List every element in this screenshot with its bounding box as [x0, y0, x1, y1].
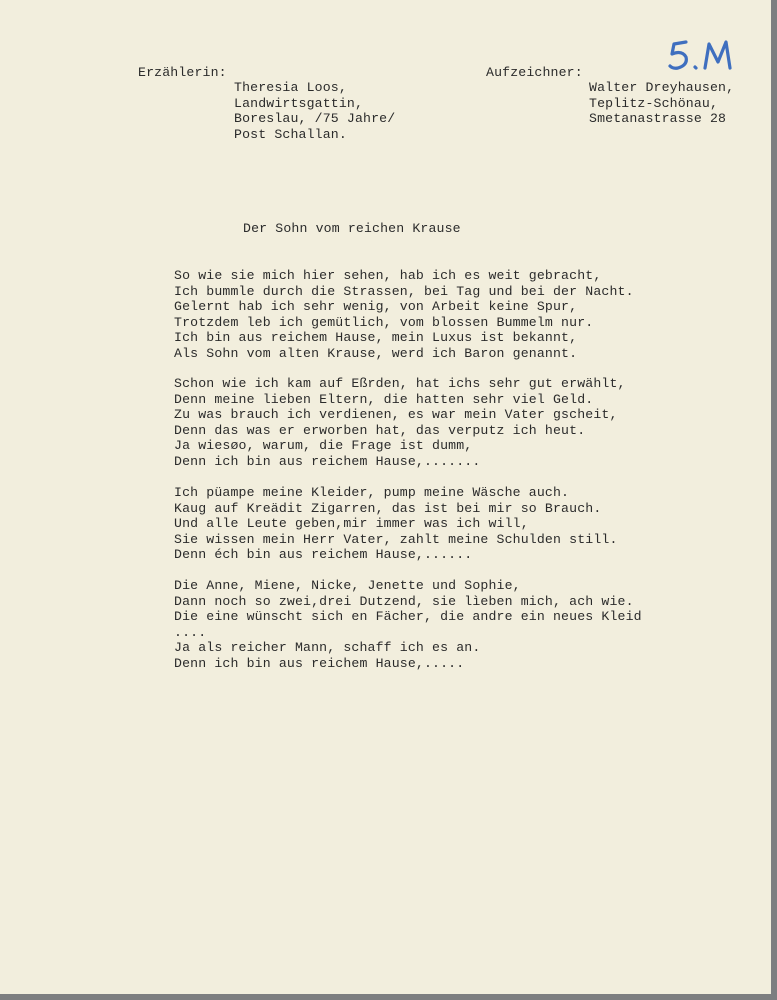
handwritten-note [668, 38, 748, 74]
verse-line: Denn ich bin aus reichem Hause,..... [174, 655, 465, 671]
verse-line: Dann noch so zwei,drei Dutzend, sie lìeben mich, ach wie. [174, 593, 634, 609]
verse-line: Ich püampe meine Kleider, pump meine Wäsche auch. [174, 485, 570, 500]
verse-line: Trotzdem leb ich gemütlich, vom blossen Bummelm nur. [174, 314, 594, 330]
recorder-name: Walter Dreyhausen, [589, 80, 735, 95]
narrator-name: Theresia Loos, [234, 80, 347, 95]
verse-line: Als Sohn vom alten Krause, werd ich Baron genannt. [174, 345, 578, 361]
verse-line: Ja als reicher Mann, schaff ich es an. [174, 640, 481, 656]
stanza-1 [174, 268, 634, 362]
stanza-3 [174, 485, 618, 563]
recorder-details [589, 80, 734, 127]
verse-line: Denn das was er erworben hat, das verputz ich heut. [174, 422, 586, 438]
song-title: Der Sohn vom reichen Krause [243, 221, 461, 236]
verse-line: Denn ich bin aus reichem Hause,....... [174, 453, 481, 469]
recorder-label: Aufzeichner: [486, 65, 583, 80]
verse-line: Ja wiesøo, warum, die Frage ist dumm, [174, 438, 473, 454]
recorder-city: Teplitz-Schönau, [589, 95, 719, 111]
verse-line: So wie sie mich hier sehen, hab ich es weit gebracht, [174, 268, 602, 283]
narrator-details [234, 80, 395, 142]
recorder-street: Smetanastrasse 28 [589, 111, 727, 127]
verse-line: Die eine wünscht sich en Fächer, die andre ein neues Kleid [174, 609, 642, 625]
verse-line: Denn meine lieben Eltern, die hatten sehr viel Geld. [174, 391, 594, 407]
narrator-label: Erzählerin: [138, 65, 227, 80]
verse-line: Die Anne, Miene, Nicke, Jenette und Sophie, [174, 578, 521, 593]
verse-line: Ich bin aus reichem Hause, mein Luxus ist bekannt, [174, 330, 578, 346]
verse-line: .... [174, 624, 207, 640]
narrator-post: Post Schallan. [234, 126, 347, 142]
stanza-2 [174, 376, 626, 470]
verse-line: Denn éch bin aus reichem Hause,...... [174, 547, 473, 563]
verse-line: Zu was brauch ich verdienen, es war mein Vater gscheit, [174, 407, 618, 423]
stanza-4 [174, 578, 642, 672]
verse-line: Und alle Leute geben,mir immer was ich will, [174, 516, 529, 532]
verse-line: Kaug auf Kreädit Zigarren, das ist bei mir so Brauch. [174, 500, 602, 516]
verse-line: Gelernt hab ich sehr wenig, von Arbeit keine Spur, [174, 299, 578, 315]
verse-line: Sie wissen mein Herr Vater, zahlt meine Schulden still. [174, 531, 618, 547]
verse-line: Ich bummle durch die Strassen, bei Tag und bei der Nacht. [174, 283, 634, 299]
narrator-occupation: Landwirtsgattin, [234, 95, 364, 111]
verse-line: Schon wie ich kam auf Eßrden, hat ichs sehr gut erwählt, [174, 376, 626, 391]
narrator-place-age: Boreslau, /75 Jahre/ [234, 111, 396, 127]
